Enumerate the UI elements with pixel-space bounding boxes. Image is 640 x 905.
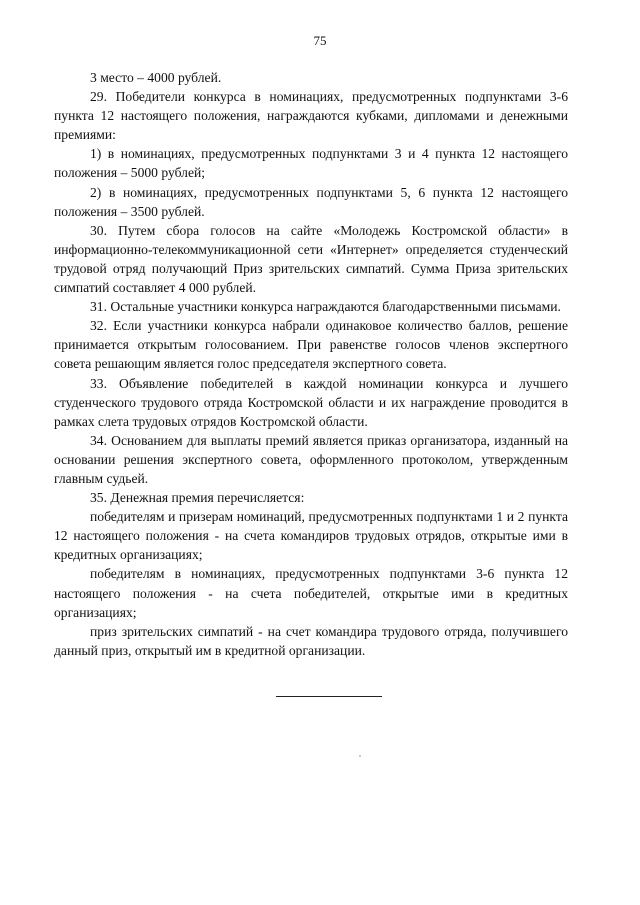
paragraph-29-item-2: 2) в номинациях, предусмотренных подпунктами 5, 6 пункта 12 настоящего положения – 3500 рублей.: [54, 184, 568, 219]
paragraph-30: 30. Путем сбора голосов на сайте «Молодежь Костромской области» в информационно-телекоммуникационной сети «Интернет» определяется студенческий трудовой отряд получающий Приз зрительских симпатий. Сумма Приза зрительских симпатий составляет 4 000 рублей.: [54, 222, 568, 296]
paragraph-34: 34. Основанием для выплаты премий является приказ организатора, изданный на основании решения экспертного совета, оформленного протоколом, утвержденным главным судьей.: [54, 432, 568, 486]
document-body: [54, 68, 568, 660]
paragraph-35: 35. Денежная премия перечисляется:: [90, 490, 305, 506]
paragraph-35-item-winners-1-2: победителям и призерам номинаций, предусмотренных подпунктами 1 и 2 пункта 12 настоящего положения - на счета командиров трудовых отрядов, открытые ими в кредитных организациях;: [54, 509, 568, 563]
page-number: 75: [313, 33, 327, 48]
paragraph-35-item-winners-3-6: победителям в номинациях, предусмотренных подпунктами 3-6 пункта 12 настоящего положения - на счета победителей, открытые ими в кредитных организациях;: [54, 566, 568, 620]
paragraph-32: 32. Если участники конкурса набрали одинаковое количество баллов, решение принимается открытым голосованием. При равенстве голосов членов экспертного совета решающим является голос председателя экспертного совета.: [54, 318, 568, 372]
scan-speck: [359, 755, 361, 757]
paragraph-35-item-audience-prize: приз зрительских симпатий - на счет командира трудового отряда, получившего данный приз, открытый им в кредитной организации.: [54, 623, 568, 658]
paragraph-29: 29. Победители конкурса в номинациях, предусмотренных подпунктами 3-6 пункта 12 настоящего положения, награждаются кубками, дипломами и денежными премиями:: [54, 89, 568, 143]
paragraph-29-item-1: 1) в номинациях, предусмотренных подпунктами 3 и 4 пункта 12 настоящего положения – 5000 рублей;: [54, 146, 568, 181]
end-divider-line: [276, 696, 382, 697]
paragraph-31: 31. Остальные участники конкурса награждаются благодарственными письмами.: [90, 299, 561, 315]
paragraph-33: 33. Объявление победителей в каждой номинации конкурса и лучшего студенческого трудового отряда Костромской области и их награждение проводится в рамках слета трудовых отрядов Костромской области.: [54, 375, 568, 429]
paragraph-prize-third-place: 3 место – 4000 рублей.: [90, 70, 222, 85]
